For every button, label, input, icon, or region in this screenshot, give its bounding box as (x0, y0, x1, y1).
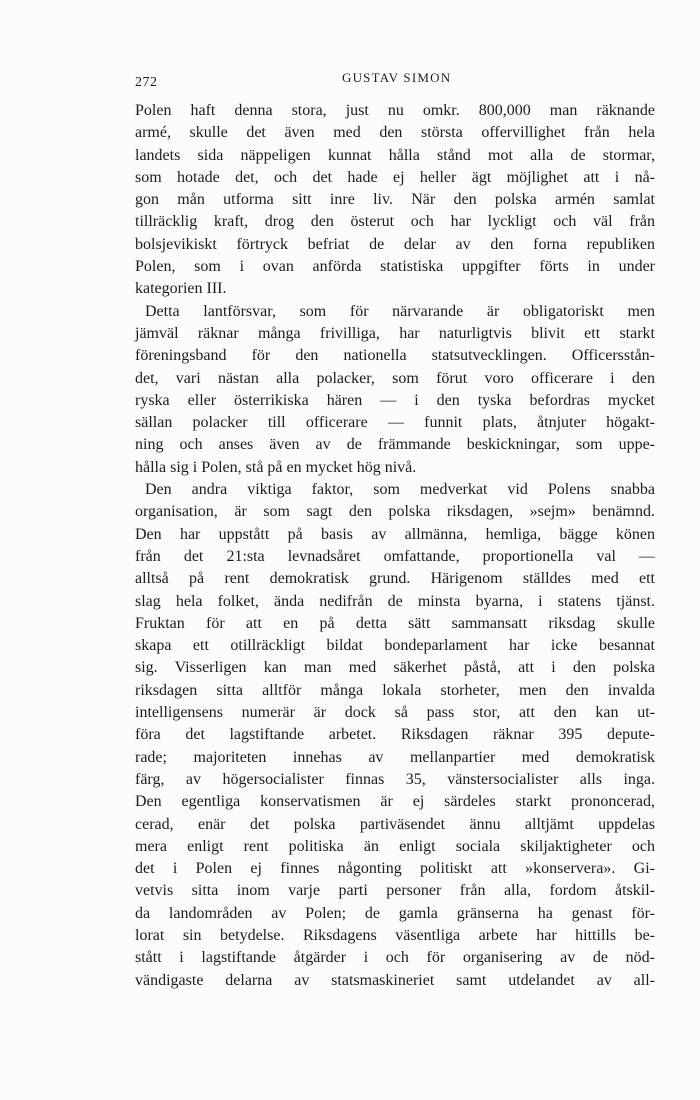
body-text (135, 100, 655, 992)
text-line: från det 21:sta levnadsåret omfattande, proportionella val — (135, 547, 655, 565)
page-number: 272 (135, 75, 158, 90)
running-head: GUSTAV SIMON (342, 70, 452, 85)
text-line: vetvis sitta inom varje parti personer från alla, fordom åtskil- (135, 882, 655, 900)
text-line: tillräcklig kraft, drog den österut och har lyckligt och väl från (135, 213, 655, 231)
text-line: jämväl räknar många frivilliga, har naturligtvis blivit ett starkt (135, 324, 655, 342)
text-line: skapa ett otillräckligt bildat bondeparlament har icke besannat (135, 637, 655, 655)
text-line: ning och anses även av de främmande beskickningar, som uppe- (135, 436, 655, 454)
text-line: hålla sig i Polen, stå på en mycket hög nivå. (135, 458, 417, 476)
text-line: Polen haft denna stora, just nu omkr. 800,000 man räknande (135, 102, 655, 119)
text-line: mera enligt rent politiska än enligt sociala skiljaktigheter och (135, 837, 655, 855)
text-line: Den har uppstått på basis av allmänna, hemliga, bägge könen (135, 525, 655, 543)
text-line: landets sida näppeligen kunnat hålla stånd mot alla de stormar, (135, 146, 655, 164)
text-line: Fruktan för att en på detta sätt sammansatt riksdag skulle (135, 614, 655, 632)
text-line: Den egentliga konservatismen är ej särdeles starkt prononcerad, (135, 793, 655, 811)
text-line: intelligensens numerär är dock så pass stor, att den kan ut- (135, 704, 655, 722)
text-line: det i Polen ej finnes någonting politiskt att »konservera». Gi- (135, 860, 655, 878)
text-line: färg, av högersocialister finnas 35, vänstersocialister alls inga. (135, 770, 655, 788)
text-line: gon mån utforma sitt inre liv. När den polska armén samlat (135, 191, 655, 209)
text-line: organisation, är som sagt den polska riksdagen, »sejm» benämnd. (135, 503, 655, 521)
text-line: armé, skulle det även med den största offervillighet från hela (135, 124, 655, 142)
text-line: slag hela folket, ända nedifrån de minsta byarna, i statens tjänst. (135, 592, 655, 610)
text-line: Detta lantförsvar, som för närvarande är obligatoriskt men (145, 302, 655, 320)
text-line: som hotade det, och det hade ej heller ägt möjlighet att i nå- (135, 168, 655, 186)
text-line: sällan polacker till officerare — funnit plats, åtnjuter högakt- (135, 414, 655, 432)
text-line: föra det lagstiftande arbetet. Riksdagen räknar 395 depute- (135, 726, 655, 744)
text-line: det, vari nästan alla polacker, som förut voro officerare i den (135, 369, 655, 387)
text-line: föreningsband för den nationella statsutvecklingen. Officersstån- (135, 347, 655, 365)
text-line: Polen, som i ovan anförda statistiska uppgifter förts in under (135, 258, 655, 276)
text-line: kategorien III. (135, 280, 227, 298)
text-line: da landområden av Polen; de gamla gränserna ha genast för- (135, 904, 655, 922)
text-line: lorat sin betydelse. Riksdagens väsentliga arbete har hittills be- (135, 926, 655, 944)
text-line: bolsjevikiskt förtryck befriat de delar av den forna republiken (135, 235, 655, 253)
text-line: riksdagen sitta alltför många lokala storheter, men den invalda (135, 681, 655, 699)
text-line: cerad, enär det polska partiväsendet ännu alltjämt uppdelas (135, 815, 655, 833)
text-line: rade; majoriteten innehas av mellanpartier med demokratisk (135, 748, 655, 766)
text-line: Den andra viktiga faktor, som medverkat vid Polens snabba (145, 481, 655, 499)
text-line: vändigaste delarna av statsmaskineriet samt utdelandet av all- (135, 971, 655, 989)
text-line: ryska eller österrikiska hären — i den tyska befordras mycket (135, 391, 655, 409)
text-line: stått i lagstiftande åtgärder i och för organisering av de nöd- (135, 949, 655, 967)
text-line: alltså på rent demokratisk grund. Härigenom ställdes med ett (135, 570, 655, 588)
text-line: sig. Visserligen kan man med säkerhet påstå, att i den polska (135, 659, 655, 677)
